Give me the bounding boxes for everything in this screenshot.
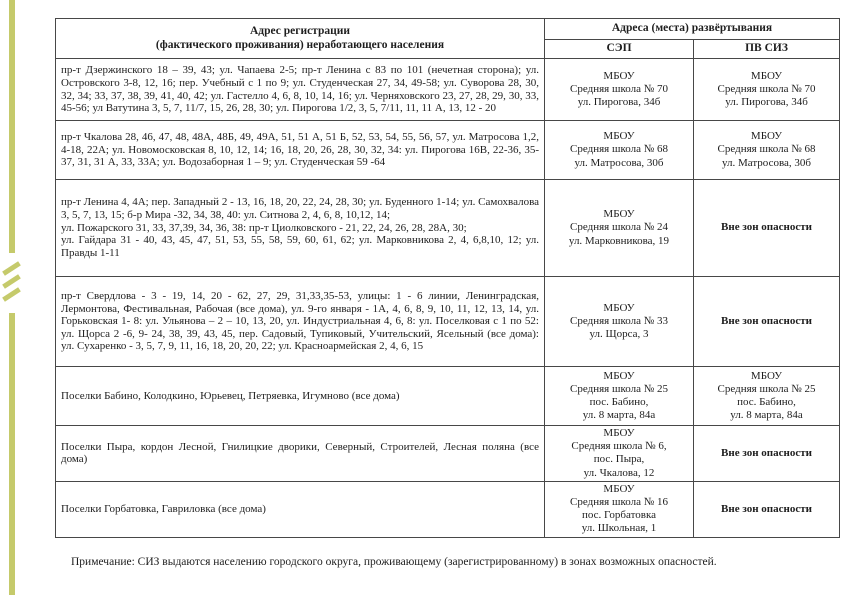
table-row [56,277,840,367]
pv-cell: МБОУ Средняя школа № 25 пос. Бабино, ул. 8 марта, 84а [694,367,840,426]
left-margin-bar-top [9,0,15,253]
address-cell: Поселки Бабино, Колодкино, Юрьевец, Петряевка, Игумново (все дома) [56,367,545,426]
table-row [56,481,840,537]
header-row-1 [56,19,840,40]
deploy-column-header: Адреса (места) развёртывания [545,19,840,40]
sep-cell: МБОУ Средняя школа № 70 ул. Пирогова, 34б [545,59,694,121]
pv-cell: МБОУ Средняя школа № 70 ул. Пирогова, 34б [694,59,840,121]
sep-cell: МБОУ Средняя школа № 6, пос. Пыра, ул. Чкалова, 12 [545,426,694,482]
pv-column-header: ПВ СИЗ [694,40,840,59]
pv-cell: Вне зон опасности [694,426,840,482]
table-row [56,426,840,482]
address-cell: пр-т Чкалова 28, 46, 47, 48, 48А, 48Б, 49, 49А, 51, 51 А, 51 Б, 52, 53, 54, 55, 56, 57, ул. Матросова 1,2, 4-18, 22А; ул. Новомосковская 8, 10, 12, 14; 16, 18, 20, 26, 28, 30, 32, 34: ул. Пирогова 16В, 22-36, 35-37, 31, 31 А, 33, 33А; ул. Водозаборная 1 – 9; ул. Студенческая 59 -64 [56,121,545,180]
sep-cell: МБОУ Средняя школа № 25 пос. Бабино, ул. 8 марта, 84а [545,367,694,426]
table-row [56,59,840,121]
pv-cell: Вне зон опасности [694,481,840,537]
table-row [56,180,840,277]
sep-cell: МБОУ Средняя школа № 68 ул. Матросова, 30б [545,121,694,180]
address-header-line1: Адрес регистрации [249,25,350,38]
sep-cell: МБОУ Средняя школа № 33 ул. Щорса, 3 [545,277,694,367]
sep-cell: МБОУ Средняя школа № 16 пос. Горбатовка ул. Школьная, 1 [545,481,694,537]
pv-cell: Вне зон опасности [694,180,840,277]
table-row [56,367,840,426]
address-cell: Поселки Горбатовка, Гавриловка (все дома) [56,481,545,537]
left-margin-bar-bottom [9,313,15,595]
table-row [56,121,840,180]
pv-cell: МБОУ Средняя школа № 68 ул. Матросова, 30б [694,121,840,180]
sep-column-header: СЭП [545,40,694,59]
address-cell: пр-т Ленина 4, 4А; пер. Западный 2 - 13, 16, 18, 20, 22, 24, 28, 30; ул. Буденного 1-14; ул. Самохвалова 3, 5, 7, 13, 15; б-р Мира -32, 34, 38, 40: ул. Ситнова 2, 4, 6, 8, 10,12, 14; ул. Пожарского 31, 33, 37,39, 34, 36, 38: пр-т Циолковского - 21, 22, 24, 26, 28, 28А, 30; ул. Гайдара 31 - 40, 43, 45, 47, 51, 53, 55, 58, 59, 60, 61, 62; ул. Марковникова 2, 4, 6,8,10, 12; ул. Правды 1-11 [56,180,545,277]
address-cell: Поселки Пыра, кордон Лесной, Гнилицкие дворики, Северный, Строителей, Лесная поляна (все дома) [56,426,545,482]
address-header-line2: (фактического проживания) неработающего населения [155,38,445,51]
sep-cell: МБОУ Средняя школа № 24 ул. Марковникова, 19 [545,180,694,277]
address-cell: пр-т Свердлова - 3 - 19, 14, 20 - 62, 27, 29, 31,33,35-53, улицы: 1 - 6 линии, Ленинградская, Лермонтова, Фестивальная, Рабочая (все дома), ул. 9-го января - 1А, 4, 6, 8, 9, 10, 11, 12, 13, 14, ул. Горьковская 1- 8: ул. Ульянова – 2 – 10, 13, 20, ул. Индустриальная 4, 6, 8: ул. Поселковая с 1 по 52: ул. Щорса 2 -6, 9- 24, 38, 39, 43, 45, пер. Садовый, Тупиковый, Учительский, Ясельный (все дома): ул. Сухаренко - 3, 5, 7, 9, 11, 16, 18, 20, 20, 22; ул. Красноармейская 2, 4, 6, 15 [56,277,545,367]
address-cell: пр-т Дзержинского 18 – 39, 43; ул. Чапаева 2-5; пр-т Ленина с 83 по 101 (нечетная сторона); ул. Островского 3-8, 12, 16; пер. Учебный с 1 по 9; ул. Студенческая 27, 34, 49-58; ул. Суворова 28, 30, 32, 34; 33, 37, 38, 39, 41, 40, 42; ул. Гастелло 4, 6, 8, 10, 14, 16; ул. Черняховского 23, 27, 28, 29, 30, 33, 45-56; ул Ватутина 3, 5, 7, 11/7, 15, 26, 28, 30; ул. Пирогова 1/2, 3, 5, 7/11, 11, 11 А, 13, 12 - 20 [56,59,545,121]
address-column-header [56,19,545,59]
note-text: Примечание: СИЗ выдаются населению городского округа, проживающему (зарегистрированному) в зонах возможных опасностей. [71,556,717,568]
pv-cell: Вне зон опасности [694,277,840,367]
deployment-addresses-table [55,18,840,538]
page-break-mark-icon [2,287,21,302]
